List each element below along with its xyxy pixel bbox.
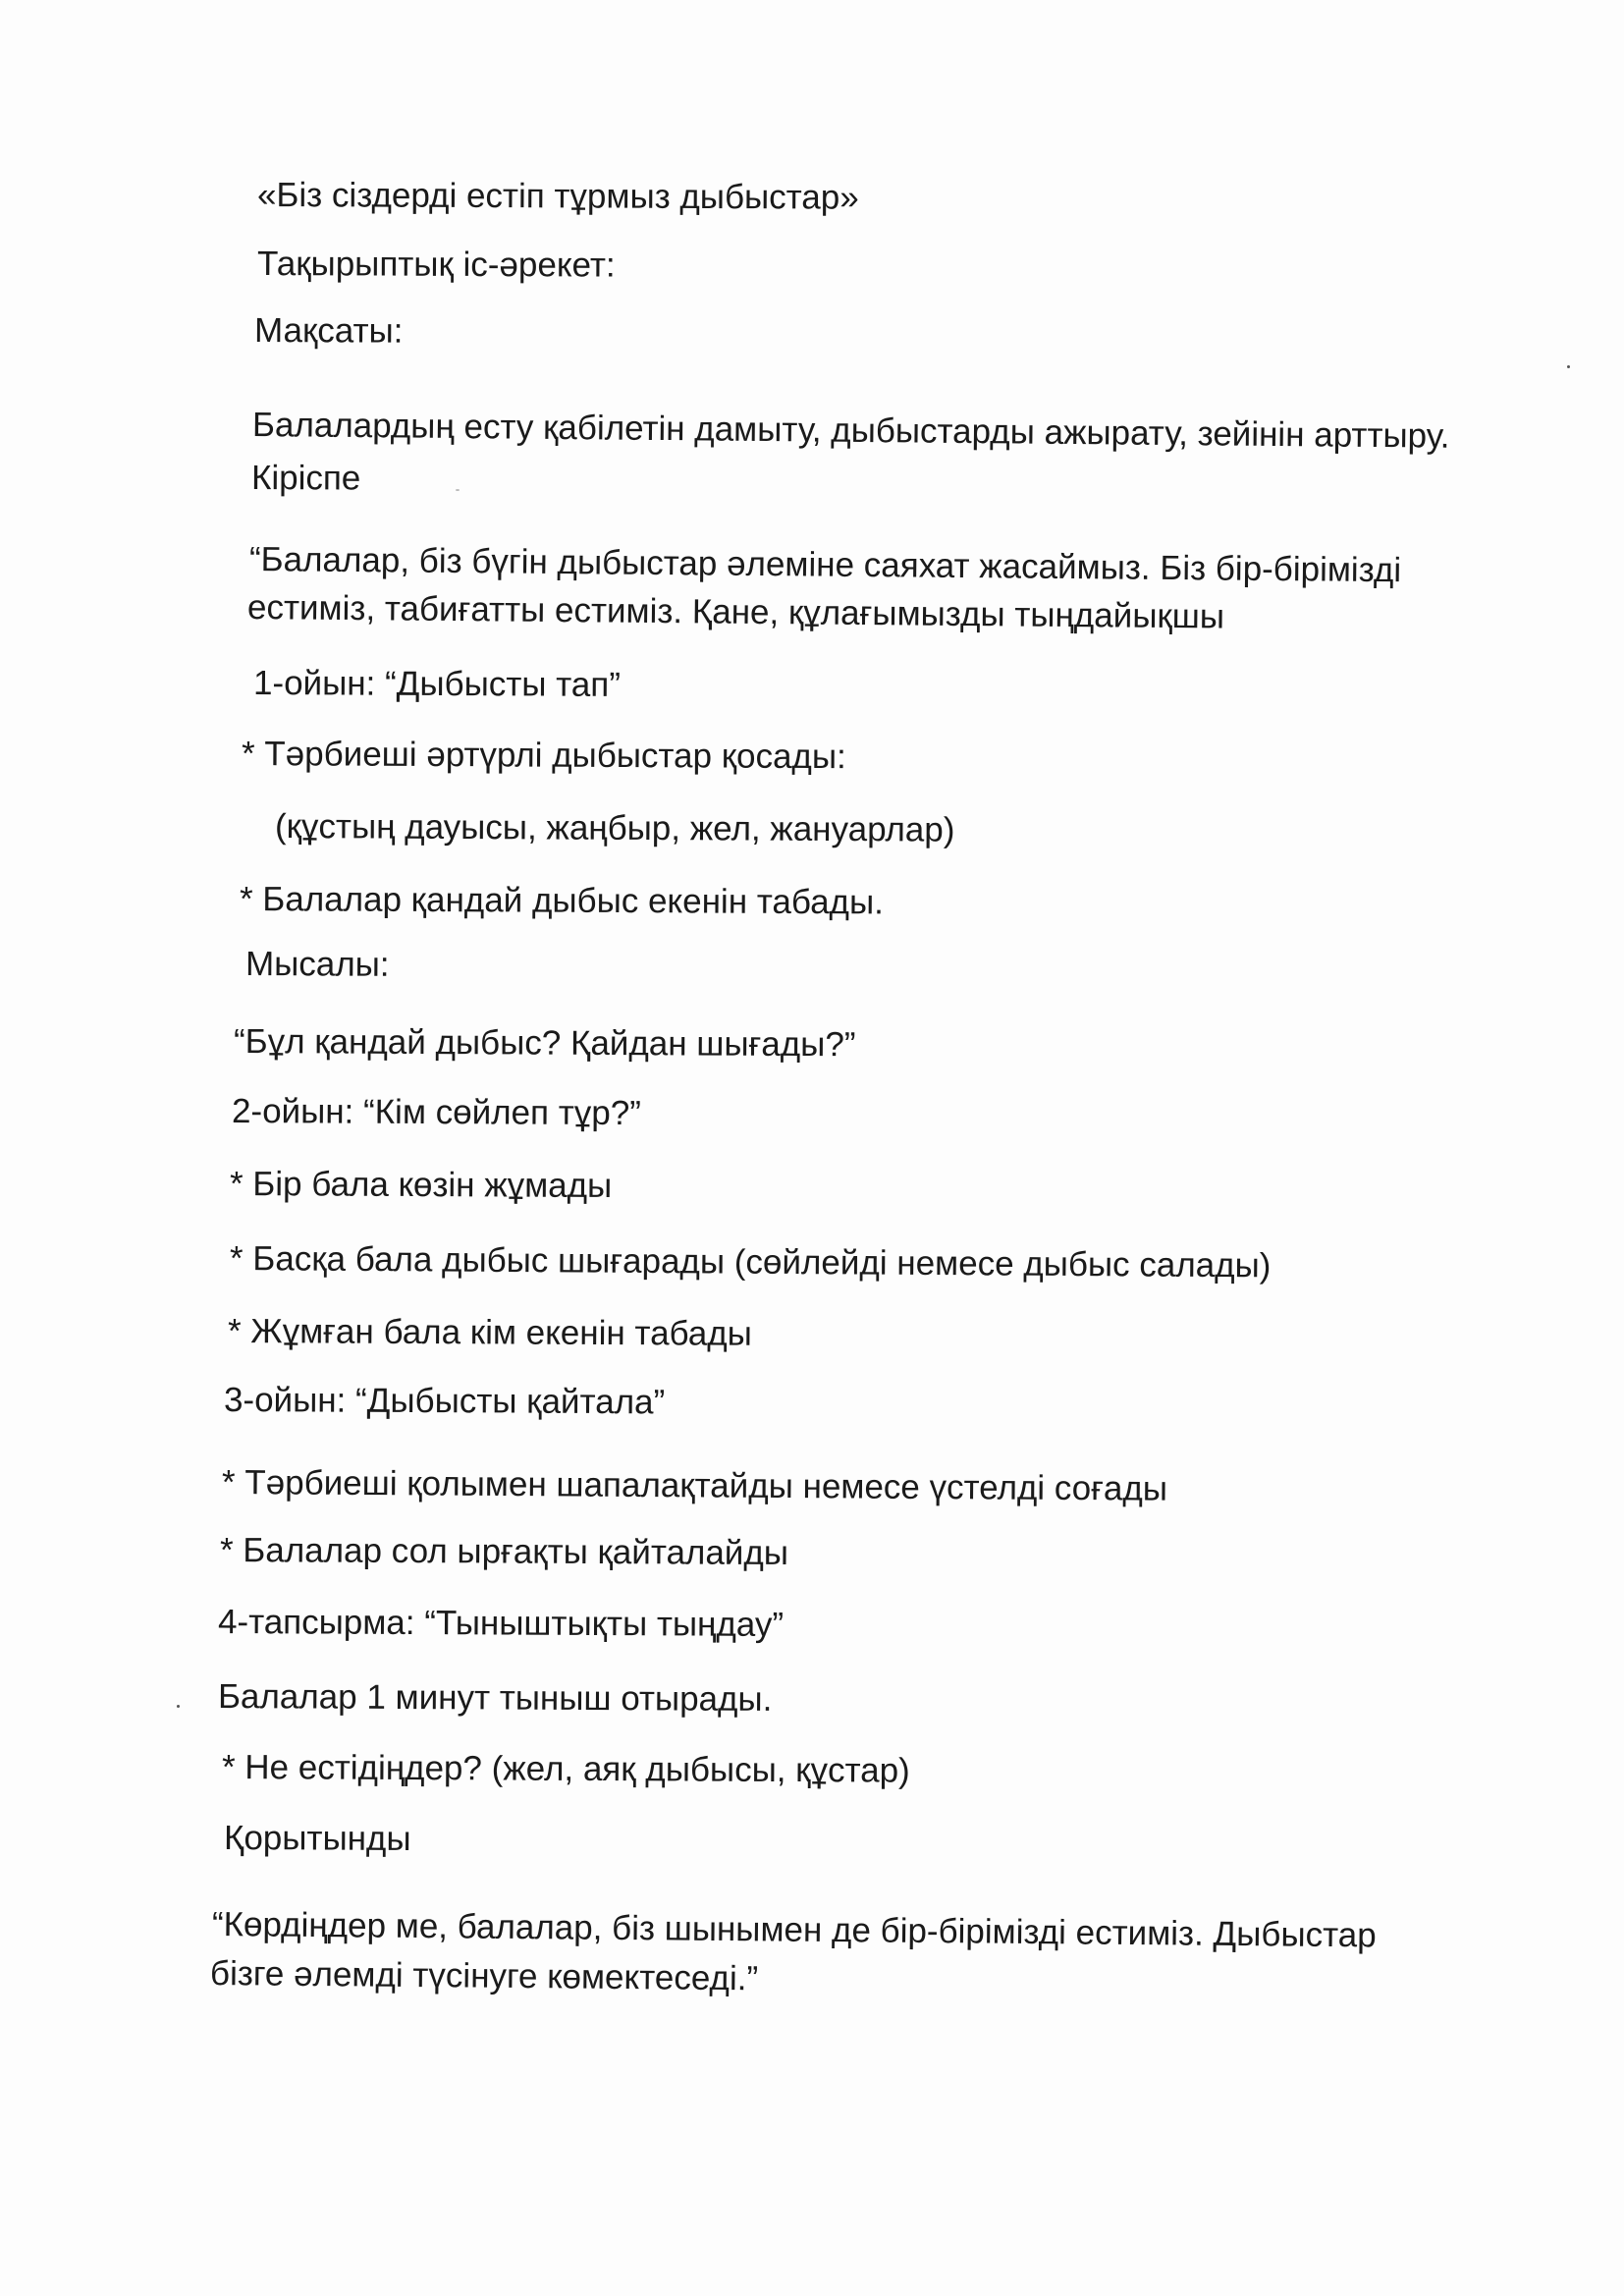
game-3-bullet-1: * Тәрбиеші қолымен шапалақтайды немесе үстелді соғады (221, 1463, 1168, 1508)
game-1-bullet-2: * Балалар қандай дыбыс екенін табады. (239, 880, 885, 922)
intro-text-line-1: “Балалар, біз бүгін дыбыстар әлеміне саяхат жасаймыз. Біз бір-бірімізді (248, 540, 1402, 590)
task-4-bullet-1: * Не естідіңдер? (жел, аяқ дыбысы, құстар) (221, 1748, 910, 1790)
intro-text-line-2: естиміз, табиғатты естиміз. Қане, құлағымызды тыңдайықшы (246, 588, 1225, 636)
conclusion-text-line-1: “Көрдіңдер ме, балалар, біз шынымен де бір-бірімізді естиміз. Дыбыстар (211, 1905, 1377, 1955)
game-2-bullet-1: * Бір бала көзін жұмады (229, 1165, 613, 1206)
section-label-intro: Кіріспе (250, 459, 361, 498)
game-2-title: 2-ойын: “Кім сөйлеп тұр?” (231, 1092, 641, 1133)
task-4-text: Балалар 1 минут тыныш отырады. (217, 1677, 773, 1719)
game-1-bullet-1: * Тәрбиеші әртүрлі дыбыстар қосады: (241, 735, 846, 777)
game-1-title: 1-ойын: “Дыбысты тап” (252, 664, 622, 704)
example-question: “Бұл қандай дыбыс? Қайдан шығады?” (233, 1022, 856, 1065)
game-2-bullet-2: * Басқа бала дыбыс шығарады (сөйлейді немесе дыбыс салады) (229, 1239, 1272, 1285)
goal-text: Балалардың есту қабілетін дамыту, дыбыстарды ажырату, зейінін арттыру. (251, 406, 1450, 456)
document-title: «Біз сіздерді естіп тұрмыз дыбыстар» (256, 176, 859, 217)
section-label-goal: Мақсаты: (253, 311, 404, 351)
section-label-example: Мысалы: (244, 945, 390, 984)
game-2-bullet-3: * Жұмған бала кім екенін табады (227, 1312, 752, 1353)
game-1-examples: (құстың дауысы, жаңбыр, жел, жануарлар) (274, 807, 955, 849)
section-label-conclusion: Қорытынды (223, 1819, 411, 1858)
task-4-title: 4-тапсырма: “Тыныштықты тыңдау” (217, 1603, 785, 1645)
section-label-topic: Тақырыптық іс-әрекет: (256, 245, 616, 285)
scan-speck (456, 489, 460, 491)
scan-speck (1567, 365, 1570, 368)
scan-speck (177, 1705, 180, 1708)
game-3-bullet-2: * Балалар сол ырғақты қайталайды (219, 1531, 789, 1573)
conclusion-text-line-2: бізге әлемді түсінуге көмектеседі.” (209, 1954, 759, 1998)
game-3-title: 3-ойын: “Дыбысты қайтала” (223, 1381, 666, 1422)
